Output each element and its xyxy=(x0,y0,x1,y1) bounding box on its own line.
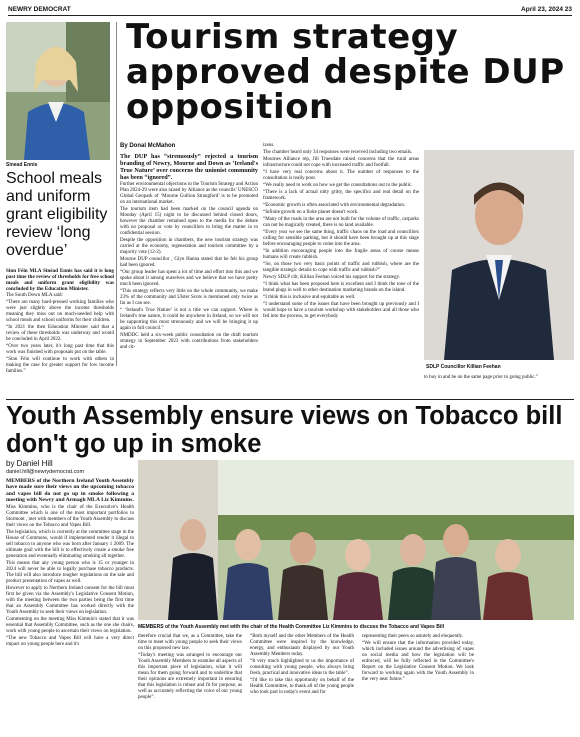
main-para: to buy in and be on the same page prior to going public.” xyxy=(424,375,539,380)
bottom-para: representing their peers so astutely and eloquently. xyxy=(362,634,464,639)
youth-assembly-photo xyxy=(138,460,574,620)
main-para: Despite the opposition in chambers, the new tourism strategy was carried at the economy, regeneration and tourism committee by a majority vote (12-2). xyxy=(120,238,258,255)
bottom-para: “We will ensure that the information provided today, which included issues around the advertising of vapes on social media and how the legislation will be enforced, will be fully reflected in the Committee's Report on the Legislative Consent Motion. We look forward to working again with the Youth Assembly in the very near future.” xyxy=(362,641,474,682)
bottom-para: “It very much highlighted to us the importance of consulting with young people, who always bring fresh, practical and innovative ideas to the table”. xyxy=(250,659,354,676)
bottom-para: “The new Tobacco and Vapes Bill will have a very direct impact on young people here and it's xyxy=(6,635,134,647)
bottom-photo-caption: MEMBERS of the Youth Assembly met with the chair of the Health Committee Liz Kimmins to discuss the Tobacco and Vapes Bill xyxy=(138,624,444,630)
main-para: izens. xyxy=(263,143,275,148)
main-para: Further environmental objections to the Tourism Strategy and Action Plan 2024-29 were also raised by Alliance as the councils’ UNESCO Global Geopark of ‘Mourne Gullion Strangford’ is to be promoted on an international market. xyxy=(120,182,258,205)
main-para: “Every year we see the same thing, traffic chaos on the road and councillors calling for sensible parking, but it should have been brought up at this stage before encouraging people to come into the area. xyxy=(263,230,419,247)
column-divider xyxy=(116,22,117,366)
main-para: Mournes Alliance rep, Jill Truesdale raised concerns that the rural areas infrastructure could not cope with increased traffic and footfall. xyxy=(263,157,419,168)
bottom-byline: by Daniel Hill xyxy=(6,459,53,468)
left-lead: Sinn Féin MLA Sinéad Ennis has said it is long past time the review of thresholds for free school meals and uniform grant eligibility was concluded by the Education Minister. xyxy=(6,268,114,292)
bottom-headline: Youth Assembly ensure views on Tobacco bill don't go up in smoke xyxy=(6,402,563,458)
main-col2 xyxy=(263,143,419,321)
main-para: “ ‘Ireland's True Nature’ is not a title we can support. Where is Ireland's true nature, it could be anywhere in Ireland, so we will not be supporting this most strenuously and we will be bringing it up again in full council.” xyxy=(120,308,258,331)
bottom-para: This means that any young person who is 15 or younger in 2024 will never be able to legally purchase tobacco products. The bill will also introduce tougher regulations on the sale and product presentation of vapes as well. xyxy=(6,560,134,584)
main-para: Mourne DUP councillor , Glyn Hanna stated that he felt his group had been ignored. xyxy=(120,257,258,268)
bottom-col3 xyxy=(250,634,354,697)
main-byline: By Donal McMahon xyxy=(120,143,176,149)
main-para: “I have very real concerns about it. The number of responses to the consultation is really poor. xyxy=(263,170,419,181)
main-col3-end xyxy=(424,375,574,382)
bottom-email: daniel.hill@newrydemocrat.com xyxy=(6,469,85,475)
bottom-para: “Both myself and the other Members of the Health Committee were inspired by the knowledge, energy, and enthusiasm displayed by our Youth Assembly Members today. xyxy=(250,634,354,657)
left-para: “Over two years later, it's long past time that this work was finished with proposals put on the table. xyxy=(6,344,114,355)
main-para: “Many of the roads in the area are not built for the volume of traffic, carparks can not be magically created, there is no land available. xyxy=(263,217,419,228)
bottom-para: therefore crucial that we, as a Committee, take the time to meet with young people to seek their views on this proposed new law. xyxy=(138,634,242,651)
main-para: “So, on those two very basic points of traffic and rubbish, where are the tangible strategic details to cope with traffic and rubbish?” xyxy=(263,262,419,273)
bottom-para: Commenting on the meeting Miss Kimmin's stated that it was essential that Assembly Committee, such as the one she chairs, work with young people to ascertain their views on legislation. xyxy=(6,616,134,634)
bottom-para: “I'd like to take this opportunity on behalf of the Health Committee, to thank all of the young people who took part in today's event and for xyxy=(250,678,354,695)
left-para: “There are many hard-pressed working families who were just slightly above the income thresholds meaning they miss out on much-needed help with school meals and school uniforms for their children. xyxy=(6,300,114,323)
main-para: “There is a lack of actual nitty gritty, the specifics and real detail on the framework. xyxy=(263,190,419,201)
main-lead: The DUP has “strenuously” rejected a tourism branding of Newry, Mourne and Down as ‘Ireland's True Nature’ over concerns the unionist community has been “ignored”. xyxy=(120,153,258,181)
main-para: Newry SDLP cllr, Killian Feehan voiced his support for the strategy. xyxy=(263,275,401,280)
bottom-col2 xyxy=(138,634,242,702)
bottom-col1 xyxy=(6,478,134,649)
killian-feehan-photo xyxy=(424,150,574,360)
left-para: “Sinn Féin will continue to work with others in making the case for greater support for low income families.” xyxy=(6,357,114,374)
left-photo-caption: Sinead Ennis xyxy=(6,162,38,168)
main-headline: Tourism strategy approved despite DUP opposition xyxy=(126,17,565,127)
main-para: NMDDC held a six-week public consultation on the draft tourism strategy in September 2023 with contributions from stakeholders and cit- xyxy=(120,333,258,350)
bottom-para: “Today's meeting was arranged to encourage our Youth Assembly Members to examine all aspects of this important piece of legislation, what it will mean for them going forward and to underline that their opinions are extremely important in ensuring that this legislation is robust and fit for purpose, as well as accurately reflecting the voice of our young people”. xyxy=(138,653,242,700)
sinead-ennis-photo xyxy=(6,22,110,160)
main-para: “Our group leader has spent a lot of time and effort into this and we spoke about it among ourselves and we believe that we have pretty much been ignored. xyxy=(120,270,258,287)
left-headline: School meals and uniform grant eligibility review ‘long overdue’ xyxy=(6,170,108,259)
main-para: “I think what has been proposed here is excellent and I think the tone of the brand plugs in well to other destination marketing brands on the island. xyxy=(263,282,419,293)
main-para: “We really need to work on how we get the consultations out to the public. xyxy=(263,183,413,188)
main-para: “Infinite growth on a finite planet doesn't work. xyxy=(263,210,359,215)
main-col1 xyxy=(120,153,258,352)
main-photo-caption: SDLP Councillor Killian Feehan xyxy=(426,364,501,370)
main-para: “In addition encouraging people into the fragile areas of course means humans will create rubbish. xyxy=(263,249,419,260)
paper-name: NEWRY DEMOCRAT xyxy=(8,6,71,13)
main-para: “I think this is inclusive and equitable as well. xyxy=(263,295,356,300)
main-para: “Economic growth is often associated with environmental degradation. xyxy=(263,203,406,208)
section-rule xyxy=(6,399,574,400)
page-header xyxy=(8,4,572,16)
main-para: The tourism item had been marked on the council agenda on Monday (April 15) night to be discussed behind closed doors, however the chamber remained open to the media for the debate with no proposal or vote by councillors to bring the matter in to confidential session. xyxy=(120,207,258,236)
left-story-body xyxy=(6,268,114,376)
bottom-lead: MEMBERS of the Northern Ireland Youth Assembly have made sure their views on the upcoming tobacco and vapes bill do not go up in smoke following a meeting with Newry and Armagh MLA Liz Kimmins. xyxy=(6,478,134,504)
bottom-para: Miss Kimmins, who is the chair of the Executive's Health Committee which is one of the most important portfolios in Stormont , met with members of the Youth Assembly to discuss their views on the Tobacco and Vapes Bill. xyxy=(6,504,134,528)
main-para: The chamber heard only 34 responses were received including two emails. xyxy=(263,150,413,155)
bottom-para: However to apply to Northern Ireland consent for the bill must first be given via the Assembly's Legislative Consent Motion, with the meeting between the two parties being the first time that an Assembly Committee has worked directly with the Youth Assembly to seek their views on legislation. xyxy=(6,585,134,615)
bottom-col4 xyxy=(362,634,474,684)
left-para: The South Down MLA said: xyxy=(6,293,63,298)
main-para: “This strategy reflects very little on the whole community, we make 23% of the community and Ulster Scots is mentioned only twice as far as I can see. xyxy=(120,289,258,306)
date-page: April 23, 2024 23 xyxy=(521,6,572,13)
main-para: “I understand some of the issues that have been brought up previously and I would hope to have a tourism workshop with stakeholders and all those who fed into the process, to get everybody xyxy=(263,302,419,319)
left-para: “In 2021 the then Education Minister said that a review of these thresholds was underway and would be concluded in April 2022. xyxy=(6,325,114,342)
bottom-para: The legislation, which is currently at the committee stage in the House of Commons, would if implemented render it illegal to sell tobacco to anyone who was born after January 1 2009. The ultimate goal with the bill is to effectively create a smoke free generation and eventually eliminating smoking all together. xyxy=(6,529,134,559)
